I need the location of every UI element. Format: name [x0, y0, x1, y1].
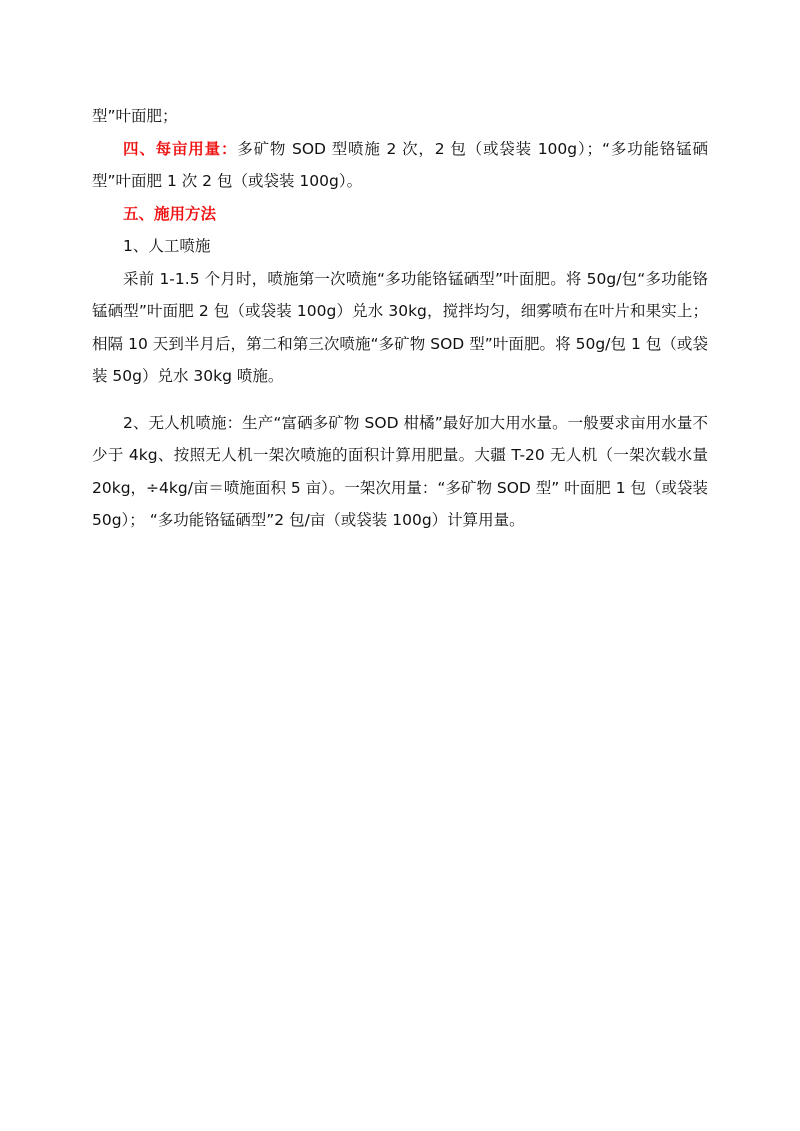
section-5-paragraph: [92, 198, 708, 231]
manual-spray-title: [92, 230, 708, 263]
section-4-heading: 四、每亩用量：: [123, 139, 238, 158]
section-4-paragraph: [92, 133, 708, 198]
continuation-text: 型”叶面肥；: [92, 107, 178, 125]
paragraph-spacer: [92, 393, 708, 407]
section-5-heading: 五、施用方法: [123, 204, 217, 223]
drone-spray-paragraph: [92, 407, 708, 537]
manual-spray-paragraph: [92, 263, 708, 393]
drone-spray-text: 2、无人机喷施：生产“富硒多矿物 SOD 柑橘”最好加大用水量。一般要求亩用水量不少于 4kg、按照无人机一架次喷施的面积计算用肥量。大疆 T-20 无人机（一架次载水量 20kg，÷4kg/亩＝喷施面积 5 亩）。一架次用量：“多矿物 SOD 型” 叶面肥 1 包（或袋装 50g）； “多功能铬锰硒型”2 包/亩（或袋装 100g）计算用量。: [92, 413, 708, 529]
section-4-text: 多矿物 SOD 型喷施 2 次，2 包（或袋装 100g）；“多功能铬锰硒型”叶面肥 1 次 2 包（或袋装 100g）。: [92, 139, 708, 190]
continuation-line: [92, 100, 708, 133]
manual-spray-text: 采前 1-1.5 个月时，喷施第一次喷施“多功能铬锰硒型”叶面肥。将 50g/包“多功能铬锰硒型”叶面肥 2 包（或袋装 100g）兑水 30kg，搅拌均匀，细雾喷布在叶片和果实上；相隔 10 天到半月后，第二和第三次喷施“多矿物 SOD 型”叶面肥。将 50g/包 1 包（或袋装 50g）兑水 30kg 喷施。: [92, 269, 708, 385]
manual-spray-title-text: 1、人工喷施: [123, 237, 211, 255]
